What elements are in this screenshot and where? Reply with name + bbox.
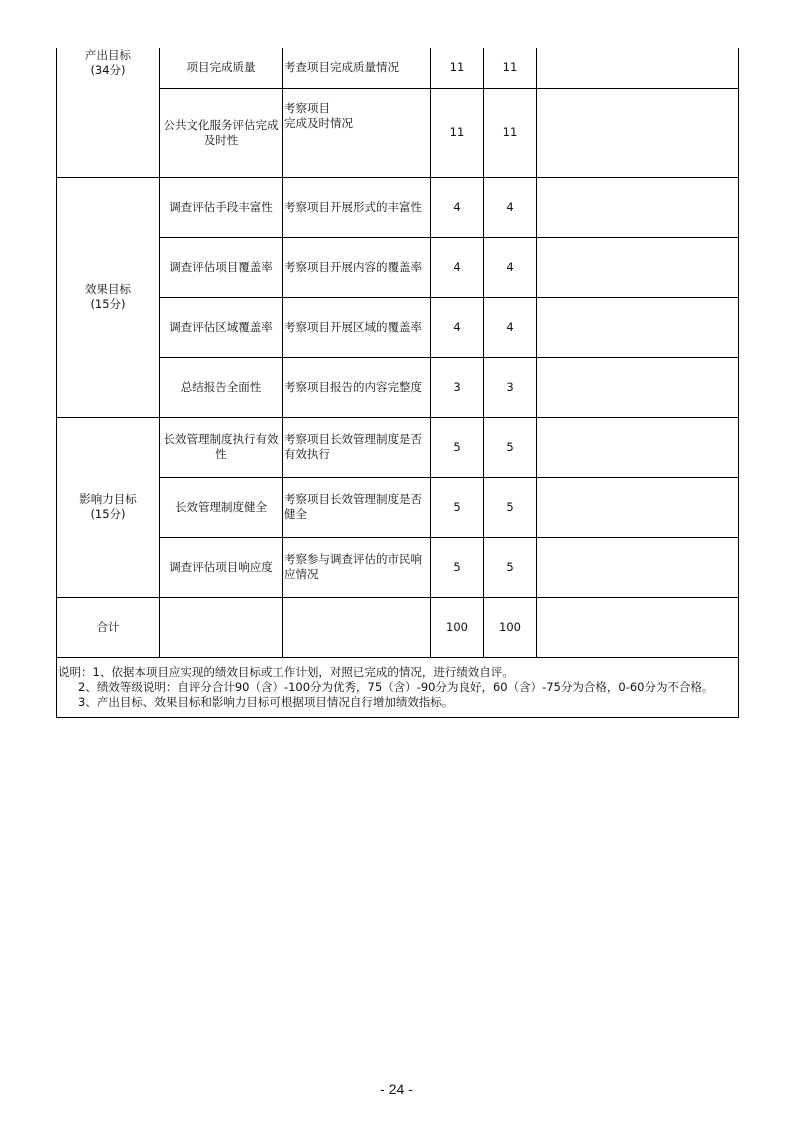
description-cell: 考察项目长效管理制度是否有效执行 [283, 417, 431, 477]
full-score-cell: 5 [431, 417, 484, 477]
full-score-cell: 11 [431, 48, 484, 88]
description-cell: 考察项目长效管理制度是否健全 [283, 477, 431, 537]
table-row [57, 357, 739, 417]
remark-cell [537, 237, 739, 297]
indicator-cell: 长效管理制度执行有效性 [160, 417, 283, 477]
description-cell: 考察项目开展区域的覆盖率 [283, 297, 431, 357]
group-score: (34分) [90, 63, 126, 77]
self-score-cell: 4 [484, 297, 537, 357]
remark-cell [537, 537, 739, 597]
self-score-cell: 11 [484, 48, 537, 88]
group-output [57, 48, 160, 177]
performance-evaluation-table [56, 48, 739, 718]
description-cell [283, 88, 431, 177]
table-row [57, 417, 739, 477]
description-cell: 考察项目开展形式的丰富性 [283, 177, 431, 237]
remark-cell [537, 597, 739, 657]
total-full-score: 100 [431, 597, 484, 657]
self-score-cell: 3 [484, 357, 537, 417]
table-row [57, 177, 739, 237]
description-cell: 考察项目报告的内容完整度 [283, 357, 431, 417]
description-cell: 考查项目完成质量情况 [283, 48, 431, 88]
table-row [57, 88, 739, 177]
table-row [57, 48, 739, 88]
description-cell: 考察项目开展内容的覆盖率 [283, 237, 431, 297]
indicator-cell: 调查评估项目覆盖率 [160, 237, 283, 297]
indicator-cell: 公共文化服务评估完成及时性 [160, 88, 283, 177]
notes-cell [57, 657, 739, 717]
indicator-cell: 总结报告全面性 [160, 357, 283, 417]
note-line-1: 说明：1、依据本项目应实现的绩效目标或工作计划，对照已完成的情况，进行绩效自评。 [58, 664, 514, 679]
note-line-3: 3、产出目标、效果目标和影响力目标可根据项目情况自行增加绩效指标。 [78, 694, 454, 709]
group-name: 效果目标 [85, 282, 131, 296]
description-cell: 考察参与调查评估的市民响应情况 [283, 537, 431, 597]
remark-cell [537, 88, 739, 177]
self-score-cell: 5 [484, 537, 537, 597]
remark-cell [537, 357, 739, 417]
group-score: (15分) [90, 507, 126, 521]
full-score-cell: 4 [431, 237, 484, 297]
full-score-cell: 4 [431, 297, 484, 357]
full-score-cell: 5 [431, 537, 484, 597]
notes-row [57, 657, 739, 717]
total-self-score: 100 [484, 597, 537, 657]
group-name: 影响力目标 [79, 492, 137, 506]
self-score-cell: 4 [484, 177, 537, 237]
indicator-cell: 调查评估手段丰富性 [160, 177, 283, 237]
table-row [57, 477, 739, 537]
full-score-cell: 3 [431, 357, 484, 417]
full-score-cell: 4 [431, 177, 484, 237]
self-score-cell: 5 [484, 417, 537, 477]
self-score-cell: 5 [484, 477, 537, 537]
indicator-cell: 项目完成质量 [160, 48, 283, 88]
full-score-cell: 5 [431, 477, 484, 537]
remark-cell [537, 177, 739, 237]
group-score: (15分) [90, 297, 126, 311]
description-line: 完成及时情况 [284, 115, 353, 130]
table-row [57, 297, 739, 357]
page-number: - 24 - [380, 1081, 413, 1097]
indicator-cell: 长效管理制度健全 [160, 477, 283, 537]
table-row [57, 237, 739, 297]
remark-cell [537, 48, 739, 88]
indicator-cell [160, 597, 283, 657]
indicator-cell: 调查评估区域覆盖率 [160, 297, 283, 357]
self-score-cell: 4 [484, 237, 537, 297]
note-line-2: 2、绩效等级说明：自评分合计90（含）-100分为优秀，75（含）-90分为良好，60（含）-75分为合格，0-60分为不合格。 [78, 679, 714, 694]
group-effect [57, 177, 160, 417]
description-line: 考察项目 [284, 100, 330, 115]
total-row [57, 597, 739, 657]
full-score-cell: 11 [431, 88, 484, 177]
total-label: 合计 [57, 597, 160, 657]
remark-cell [537, 417, 739, 477]
description-cell [283, 597, 431, 657]
self-score-cell: 11 [484, 88, 537, 177]
table-row [57, 537, 739, 597]
indicator-cell: 调查评估项目响应度 [160, 537, 283, 597]
remark-cell [537, 297, 739, 357]
group-impact [57, 417, 160, 597]
remark-cell [537, 477, 739, 537]
group-name: 产出目标 [85, 48, 131, 62]
